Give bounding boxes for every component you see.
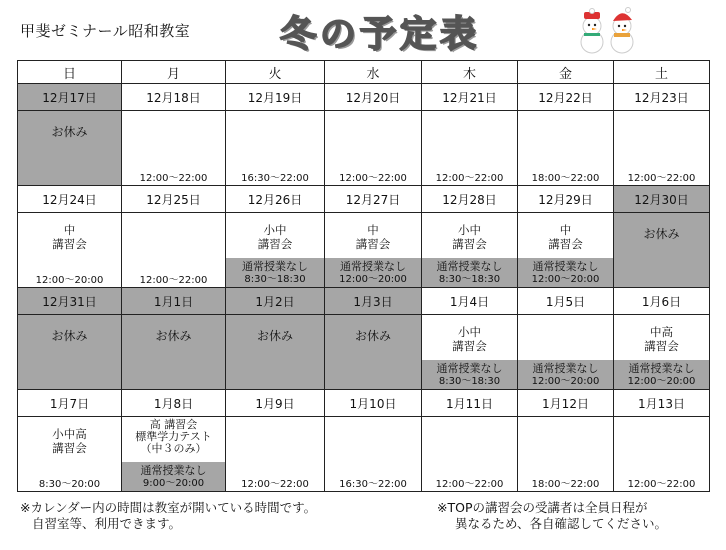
day-cell <box>122 417 226 492</box>
note-label: 通常授業なし <box>436 260 503 273</box>
open-hours: 12:00～20:00 <box>339 274 407 285</box>
date-cell: 1月1日 <box>122 288 226 315</box>
day-cell <box>422 417 518 492</box>
no-regular-class-note <box>422 258 517 287</box>
day-content <box>18 417 121 491</box>
day-content <box>18 315 121 389</box>
date-cell: 12月23日 <box>614 84 710 111</box>
weekday-fri: 金 <box>518 61 614 84</box>
day-content <box>18 111 121 185</box>
day-content <box>422 315 517 389</box>
day-content <box>226 315 324 389</box>
day-cell <box>122 315 226 390</box>
footer-left-line2: 自習室等、利用できます。 <box>32 516 182 531</box>
day-content <box>518 111 613 185</box>
day-cell <box>614 417 710 492</box>
event-line: 講習会 <box>257 237 293 251</box>
day-content <box>614 111 709 185</box>
no-regular-class-note <box>614 360 709 389</box>
event-label <box>18 213 121 251</box>
footer-right-line1: ※TOPの講習会の受講者は全員日程が <box>437 500 648 515</box>
event-line: 中 <box>559 223 572 237</box>
date-cell: 12月25日 <box>122 186 226 213</box>
open-hours: 12:00～20:00 <box>627 376 696 387</box>
day-content <box>422 213 517 287</box>
weekday-sun: 日 <box>18 61 122 84</box>
date-cell: 12月29日 <box>518 186 614 213</box>
day-cell <box>226 315 325 390</box>
day-cell <box>226 417 325 492</box>
date-row <box>18 288 710 315</box>
weekday-thu: 木 <box>422 61 518 84</box>
event-line: 小中 <box>458 325 481 339</box>
day-content <box>226 111 324 185</box>
day-cell <box>18 315 122 390</box>
date-cell: 1月13日 <box>614 390 710 417</box>
day-content <box>325 417 421 491</box>
open-hours: 12:00～22:00 <box>139 173 208 184</box>
day-cell <box>614 111 710 186</box>
schedule-row <box>18 213 710 288</box>
event-line: 中 <box>63 223 76 237</box>
day-cell <box>325 315 422 390</box>
day-cell <box>518 315 614 390</box>
date-cell: 1月12日 <box>518 390 614 417</box>
holiday-label: お休み <box>51 329 88 343</box>
event-line: 中 <box>367 223 379 237</box>
date-cell: 1月6日 <box>614 288 710 315</box>
event-line: 講習会 <box>644 339 679 353</box>
open-hours: 12:00～22:00 <box>241 479 309 490</box>
event-line: 講習会 <box>548 237 583 251</box>
event-line: 小中 <box>458 223 481 237</box>
date-cell: 1月11日 <box>422 390 518 417</box>
event-line: （中３のみ） <box>140 442 207 455</box>
date-row <box>18 84 710 111</box>
event-line: 中高 <box>650 325 673 339</box>
event-label <box>614 315 709 353</box>
date-cell: 12月20日 <box>325 84 422 111</box>
no-regular-class-note <box>122 462 225 491</box>
note-label: 通常授業なし <box>436 362 503 375</box>
date-cell: 12月27日 <box>325 186 422 213</box>
schedule-row <box>18 417 710 492</box>
day-cell <box>614 315 710 390</box>
open-hours: 12:00～20:00 <box>35 275 104 286</box>
day-cell <box>18 213 122 288</box>
day-cell <box>325 111 422 186</box>
snowmen-illustration <box>572 6 642 54</box>
open-hours: 16:30～22:00 <box>241 173 309 184</box>
date-cell: 12月31日 <box>18 288 122 315</box>
date-cell: 12月19日 <box>226 84 325 111</box>
open-hours: 12:00～22:00 <box>435 479 504 490</box>
date-cell: 12月22日 <box>518 84 614 111</box>
no-regular-class-note <box>518 360 613 389</box>
footer-right-line2: 異なるため、各自確認してください。 <box>455 516 668 531</box>
holiday-label: お休み <box>51 125 88 139</box>
event-label <box>226 213 324 251</box>
day-cell <box>325 213 422 288</box>
event-line: 講習会 <box>52 441 87 455</box>
note-label: 通常授業なし <box>340 260 406 273</box>
day-cell <box>422 213 518 288</box>
day-cell <box>518 213 614 288</box>
event-line: 講習会 <box>355 237 391 251</box>
weekday-tue: 火 <box>226 61 325 84</box>
day-cell <box>422 315 518 390</box>
weekday-wed: 水 <box>325 61 422 84</box>
schedule-row <box>18 315 710 390</box>
event-line: 標準学力テスト <box>135 430 212 443</box>
footer-left-line1: ※カレンダー内の時間は教室が開いている時間です。 <box>20 500 317 515</box>
event-label <box>422 315 517 353</box>
day-cell <box>122 213 226 288</box>
day-content <box>518 315 613 389</box>
open-hours: 9:00～20:00 <box>142 478 205 489</box>
day-cell <box>226 213 325 288</box>
event-line: 講習会 <box>52 237 87 251</box>
date-cell: 1月4日 <box>422 288 518 315</box>
day-content <box>122 417 225 491</box>
holiday-label: お休み <box>354 329 391 343</box>
holiday-label: お休み <box>155 329 192 343</box>
date-cell: 12月30日 <box>614 186 710 213</box>
day-cell <box>18 417 122 492</box>
event-line: 小中 <box>263 223 287 237</box>
day-content <box>226 213 324 287</box>
day-cell <box>518 111 614 186</box>
day-content <box>122 315 225 389</box>
note-label: 通常授業なし <box>140 464 207 477</box>
day-content <box>325 315 421 389</box>
day-content <box>422 111 517 185</box>
no-regular-class-note <box>325 258 421 287</box>
footer-note-right <box>437 500 667 532</box>
event-label <box>325 213 421 251</box>
date-cell: 12月21日 <box>422 84 518 111</box>
open-hours: 12:00～20:00 <box>531 376 600 387</box>
open-hours: 12:00～22:00 <box>627 173 696 184</box>
snowman-left <box>581 9 603 54</box>
day-content <box>325 213 421 287</box>
day-cell <box>518 417 614 492</box>
holiday-label: お休み <box>256 329 293 343</box>
no-regular-class-note <box>518 258 613 287</box>
open-hours: 12:00～22:00 <box>339 173 407 184</box>
open-hours: 12:00～22:00 <box>139 275 208 286</box>
day-cell <box>325 417 422 492</box>
open-hours: 18:00～22:00 <box>531 479 600 490</box>
day-cell <box>422 111 518 186</box>
date-row <box>18 390 710 417</box>
day-content <box>614 213 709 287</box>
date-cell: 1月5日 <box>518 288 614 315</box>
date-cell: 1月3日 <box>325 288 422 315</box>
open-hours: 16:30～22:00 <box>339 479 407 490</box>
date-cell: 1月2日 <box>226 288 325 315</box>
date-cell: 1月10日 <box>325 390 422 417</box>
date-cell: 12月24日 <box>18 186 122 213</box>
note-label: 通常授業なし <box>628 362 695 375</box>
open-hours: 12:00～22:00 <box>435 173 504 184</box>
day-cell <box>18 111 122 186</box>
no-regular-class-note <box>226 258 324 287</box>
snowman-right <box>611 8 633 54</box>
open-hours: 8:30～18:30 <box>244 274 306 285</box>
weekday-mon: 月 <box>122 61 226 84</box>
day-content <box>122 213 225 287</box>
event-label <box>518 213 613 251</box>
note-label: 通常授業なし <box>532 362 599 375</box>
holiday-label: お休み <box>643 227 680 241</box>
school-name: 甲斐ゼミナール昭和教室 <box>20 22 191 40</box>
event-line: 講習会 <box>452 237 487 251</box>
date-cell: 12月28日 <box>422 186 518 213</box>
day-content <box>18 213 121 287</box>
date-cell: 12月26日 <box>226 186 325 213</box>
note-label: 通常授業なし <box>532 260 599 273</box>
day-content <box>422 417 517 491</box>
event-label <box>18 417 121 455</box>
date-cell: 12月18日 <box>122 84 226 111</box>
event-label <box>422 213 517 251</box>
day-content <box>518 417 613 491</box>
event-label <box>122 417 225 455</box>
day-cell <box>226 111 325 186</box>
day-cell <box>122 111 226 186</box>
footer-note-left <box>20 500 316 532</box>
event-line: 小中高 <box>52 427 87 441</box>
page-title: 冬の予定表 <box>280 13 481 55</box>
date-cell: 1月9日 <box>226 390 325 417</box>
open-hours: 8:30～18:30 <box>438 376 501 387</box>
weekday-sat: 土 <box>614 61 710 84</box>
event-line: 高 講習会 <box>149 418 198 431</box>
day-content <box>518 213 613 287</box>
open-hours: 8:30～18:30 <box>438 274 501 285</box>
open-hours: 12:00～20:00 <box>531 274 600 285</box>
note-label: 通常授業なし <box>242 260 308 273</box>
schedule-calendar <box>17 60 710 492</box>
day-content <box>614 315 709 389</box>
day-content <box>614 417 709 491</box>
no-regular-class-note <box>422 360 517 389</box>
open-hours: 12:00～22:00 <box>627 479 696 490</box>
day-content <box>325 111 421 185</box>
date-row <box>18 186 710 213</box>
schedule-row <box>18 111 710 186</box>
date-cell: 1月8日 <box>122 390 226 417</box>
day-content <box>122 111 225 185</box>
date-cell: 12月17日 <box>18 84 122 111</box>
date-cell: 1月7日 <box>18 390 122 417</box>
weekday-header-row <box>18 61 710 84</box>
open-hours: 8:30～20:00 <box>38 479 101 490</box>
day-content <box>226 417 324 491</box>
open-hours: 18:00～22:00 <box>531 173 600 184</box>
day-cell <box>614 213 710 288</box>
event-line: 講習会 <box>452 339 487 353</box>
